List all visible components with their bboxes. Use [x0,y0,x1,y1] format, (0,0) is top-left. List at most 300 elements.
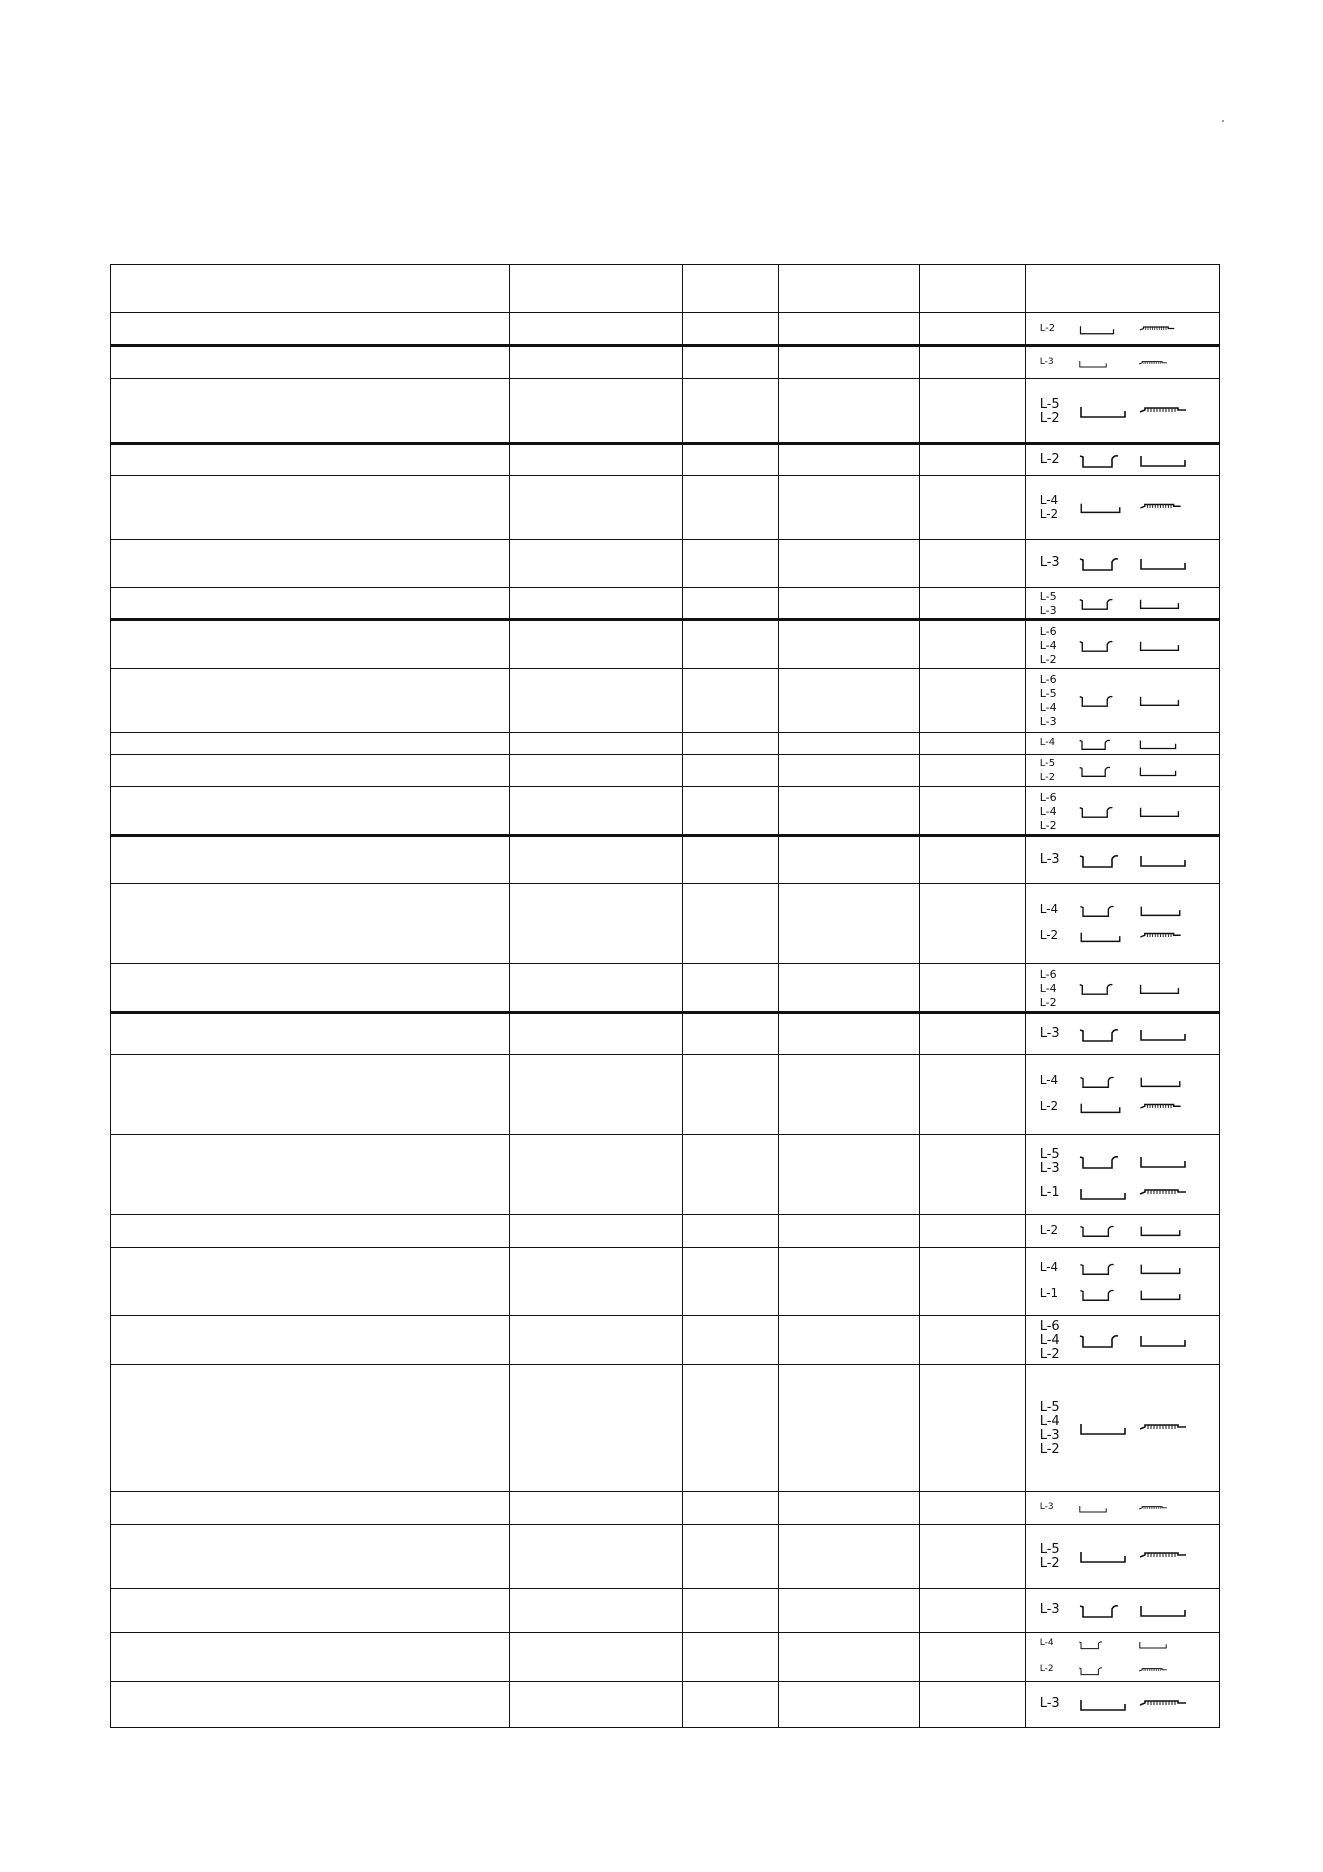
stray-dot [1222,120,1224,122]
step-profile-icon [1078,765,1118,778]
table-cell [509,1633,682,1682]
table-cell [682,755,779,787]
table-cell [509,444,682,476]
table-row [111,1682,1220,1728]
table-cell [111,540,510,588]
table-cell [920,444,1026,476]
table-cell [682,1589,779,1633]
table-row [111,1365,1220,1492]
flat-profile-icon [1138,1603,1188,1619]
level-label: L-4 [1039,1260,1059,1274]
table-cell [111,669,510,733]
table-cell [920,620,1026,669]
step-profile-icon [1078,1154,1128,1170]
level-label: L-6 [1039,967,1057,981]
flat-profile-icon [1138,597,1181,611]
profile-cell [1025,1525,1219,1589]
flat-profile-icon [1078,1697,1128,1713]
level-label: L-3 [1039,1696,1060,1711]
profile-cell [1025,755,1219,787]
table-cell [111,313,510,346]
level-label: L-4 [1039,1332,1060,1348]
table-cell [779,1492,920,1525]
step-profile-icon [1078,597,1121,611]
level-label: L-2 [1039,507,1059,521]
level-label: L-4 [1039,737,1056,748]
table-cell [779,755,920,787]
step-profile-icon [1078,639,1121,653]
table-cell [779,265,920,313]
table-cell [920,1633,1026,1682]
table-cell [779,476,920,540]
table-cell [682,1492,779,1525]
table-cell [111,836,510,884]
table-cell [920,884,1026,964]
profile-cell [1025,964,1219,1013]
table-cell [779,733,920,755]
table-cell [779,1589,920,1633]
level-label: L-3 [1039,1602,1060,1617]
table-cell [920,588,1026,620]
step-profile-icon [1078,1262,1123,1276]
table-cell [111,755,510,787]
level-label: L-5 [1039,1542,1060,1557]
table-cell [779,836,920,884]
profile-cell [1025,1013,1219,1055]
level-label: L-6 [1039,1318,1060,1334]
step-profile-icon [1078,1640,1108,1650]
table-cell [920,346,1026,379]
table-cell [682,620,779,669]
table-row [111,444,1220,476]
table-cell [920,1365,1026,1492]
table-cell [920,1248,1026,1316]
flat-profile-icon [1078,930,1123,944]
flat-profile-icon [1138,1224,1183,1238]
flat-profile-icon [1078,1186,1128,1202]
profile-cell [1025,476,1219,540]
flat-profile-icon [1078,324,1116,336]
flat-profile-icon [1138,639,1181,653]
table-cell [779,1013,920,1055]
profile-cell [1025,787,1219,836]
table-cell [682,444,779,476]
level-label: L-5 [1039,687,1057,700]
table-row [111,787,1220,836]
table-cell [779,444,920,476]
level-label: L-4 [1039,1637,1054,1648]
table-cell [111,476,510,540]
table-cell [920,836,1026,884]
table-cell [509,1055,682,1135]
rail-profile-icon [1138,1421,1188,1437]
table-cell [682,476,779,540]
rail-profile-icon [1138,1101,1183,1115]
table-row [111,1525,1220,1589]
table-cell [779,787,920,836]
level-label: L-6 [1039,790,1057,804]
profile-cell [1025,1633,1219,1682]
table-cell [779,1248,920,1316]
table-row [111,1013,1220,1055]
rail-profile-icon [1138,1666,1168,1676]
profile-cell [1025,1682,1219,1728]
level-label: L-4 [1039,493,1059,507]
table-cell [111,620,510,669]
level-label: L-5 [1039,758,1056,769]
table-cell [920,755,1026,787]
table-cell [509,964,682,1013]
table-cell [920,1013,1026,1055]
step-profile-icon [1078,738,1118,751]
rail-profile-icon [1138,1697,1188,1713]
level-label: L-2 [1039,772,1056,783]
flat-profile-icon [1078,1421,1128,1437]
table-cell [509,755,682,787]
table-cell [509,787,682,836]
table-cell [111,1492,510,1525]
rail-profile-icon [1138,359,1168,369]
table-cell [779,1365,920,1492]
table-cell [920,1589,1026,1633]
level-label: L-1 [1039,1286,1059,1300]
table-cell [682,588,779,620]
level-label: L-4 [1039,1073,1059,1087]
table-cell [682,1055,779,1135]
table-cell [509,733,682,755]
table-cell [920,1135,1026,1215]
table-row [111,313,1220,346]
table-cell [779,540,920,588]
table-cell [509,540,682,588]
level-label: L-3 [1039,1427,1060,1443]
profile-cell [1025,836,1219,884]
profile-cell [1025,444,1219,476]
level-label: L-2 [1039,1441,1060,1457]
table-row [111,1248,1220,1316]
table-row [111,588,1220,620]
table-cell [509,620,682,669]
flat-profile-icon [1138,853,1188,869]
table-cell [779,884,920,964]
flat-profile-icon [1138,556,1188,572]
table-cell [682,1248,779,1316]
profile-cell [1025,1215,1219,1248]
flat-profile-icon [1138,982,1181,996]
table-cell [779,1525,920,1589]
table-cell [509,379,682,444]
rail-profile-icon [1138,404,1188,420]
profile-cell [1025,540,1219,588]
table-cell [509,1525,682,1589]
table-cell [682,1525,779,1589]
table-cell [779,1135,920,1215]
level-label: L-3 [1039,1026,1060,1041]
table-row [111,265,1220,313]
table-cell [111,1135,510,1215]
table-cell [682,346,779,379]
profile-cell [1025,265,1219,313]
table-cell [779,669,920,733]
profile-cell [1025,1135,1219,1215]
profile-cell [1025,1248,1219,1316]
table-cell [509,1013,682,1055]
level-label: L-3 [1039,852,1060,867]
flat-profile-icon [1138,1262,1183,1276]
profile-cell [1025,1055,1219,1135]
table-row [111,964,1220,1013]
profile-cell [1025,620,1219,669]
table-cell [111,787,510,836]
table-row [111,476,1220,540]
table-cell [779,620,920,669]
level-label: L-6 [1039,624,1057,638]
profile-cell [1025,1316,1219,1365]
step-profile-icon [1078,982,1121,996]
flat-profile-icon [1138,1154,1188,1170]
step-profile-icon [1078,453,1128,469]
level-label: L-3 [1039,555,1060,570]
table-cell [779,379,920,444]
profile-cell [1025,588,1219,620]
table-cell [111,1525,510,1589]
table-cell [920,1055,1026,1135]
level-label: L-4 [1039,902,1059,916]
table-cell [509,1248,682,1316]
table-cell [509,1589,682,1633]
table-cell [920,1492,1026,1525]
table-cell [779,588,920,620]
table-cell [111,379,510,444]
level-label: L-4 [1039,804,1057,818]
flat-profile-icon [1138,1333,1188,1349]
table-cell [920,1682,1026,1728]
step-profile-icon [1078,805,1121,819]
step-profile-icon [1078,1666,1108,1676]
table-row [111,1215,1220,1248]
table-cell [920,1525,1026,1589]
table-cell [682,1215,779,1248]
level-label: L-3 [1039,715,1057,728]
flat-profile-icon [1138,1027,1188,1043]
level-label: L-2 [1039,1222,1059,1237]
table-cell [509,346,682,379]
level-label: L-2 [1039,1346,1060,1362]
table-cell [920,733,1026,755]
table-cell [920,540,1026,588]
table-cell [682,964,779,1013]
table-cell [509,1365,682,1492]
table-cell [509,265,682,313]
table-cell [111,588,510,620]
rail-profile-icon [1138,1186,1188,1202]
profile-cell [1025,1492,1219,1525]
table-cell [111,1589,510,1633]
table-row [111,755,1220,787]
table-cell [682,884,779,964]
flat-profile-icon [1138,738,1178,751]
table-row [111,379,1220,444]
table-cell [682,313,779,346]
rail-profile-icon [1138,324,1176,336]
table-cell [682,669,779,733]
level-label: L-3 [1039,1501,1054,1512]
table-cell [111,444,510,476]
table-cell [509,836,682,884]
table-cell [779,1055,920,1135]
table-row [111,540,1220,588]
table-cell [682,1633,779,1682]
table-cell [920,787,1026,836]
table-cell [509,884,682,964]
level-label: L-2 [1039,452,1060,467]
flat-profile-icon [1138,1075,1183,1089]
document-table [110,264,1220,1728]
table-cell [509,1215,682,1248]
table-cell [779,313,920,346]
flat-profile-icon [1078,1549,1128,1565]
table-cell [682,787,779,836]
level-label: L-3 [1039,356,1054,367]
level-label: L-5 [1039,590,1057,603]
table-cell [509,1135,682,1215]
level-label: L-3 [1039,604,1057,617]
table-cell [779,1633,920,1682]
table-cell [779,964,920,1013]
table-cell [509,1682,682,1728]
step-profile-icon [1078,1075,1123,1089]
flat-profile-icon [1138,765,1178,778]
step-profile-icon [1078,1603,1128,1619]
table-cell [111,1682,510,1728]
table-row [111,669,1220,733]
level-label: L-4 [1039,638,1057,652]
step-profile-icon [1078,1288,1123,1302]
table-cell [682,1316,779,1365]
table-cell [111,265,510,313]
step-profile-icon [1078,694,1121,708]
profile-cell [1025,313,1219,346]
profile-cell [1025,733,1219,755]
table-row [111,1135,1220,1215]
table-row [111,1055,1220,1135]
table-cell [682,1682,779,1728]
table-cell [920,1215,1026,1248]
table-cell [920,964,1026,1013]
profile-cell [1025,669,1219,733]
table-cell [111,346,510,379]
table-cell [682,379,779,444]
flat-profile-icon [1078,404,1128,420]
level-label: L-2 [1039,1663,1054,1674]
level-label: L-4 [1039,1413,1060,1429]
table-cell [509,1316,682,1365]
profile-cell [1025,1589,1219,1633]
flat-profile-icon [1078,359,1108,369]
flat-profile-icon [1138,805,1181,819]
table-row [111,1633,1220,1682]
table-cell [111,1248,510,1316]
table-row [111,346,1220,379]
flat-profile-icon [1138,1640,1168,1650]
table-row [111,733,1220,755]
profile-cell [1025,1365,1219,1492]
flat-profile-icon [1078,501,1123,515]
table-cell [682,265,779,313]
level-label: L-2 [1039,1099,1059,1113]
table-cell [111,1055,510,1135]
flat-profile-icon [1078,1101,1123,1115]
level-label: L-2 [1039,995,1057,1009]
step-profile-icon [1078,556,1128,572]
table-cell [682,1135,779,1215]
table-cell [920,476,1026,540]
table-cell [111,1365,510,1492]
level-label: L-1 [1039,1185,1060,1200]
level-label: L-3 [1039,1161,1060,1176]
table-cell [682,1013,779,1055]
table-cell [779,1215,920,1248]
table-cell [509,669,682,733]
step-profile-icon [1078,853,1128,869]
table-cell [111,733,510,755]
level-label: L-5 [1039,396,1060,412]
table-cell [111,1013,510,1055]
table-cell [682,1365,779,1492]
flat-profile-icon [1138,1288,1183,1302]
table-cell [779,346,920,379]
rail-profile-icon [1138,1504,1168,1514]
profile-cell [1025,884,1219,964]
table-cell [111,1633,510,1682]
table-cell [111,884,510,964]
level-label: L-4 [1039,981,1057,995]
step-profile-icon [1078,1333,1128,1349]
table-cell [111,1316,510,1365]
rail-profile-icon [1138,930,1183,944]
table-cell [682,540,779,588]
table-row [111,620,1220,669]
level-label: L-4 [1039,701,1057,714]
flat-profile-icon [1138,904,1183,918]
profile-cell [1025,379,1219,444]
level-label: L-2 [1039,818,1057,832]
table-cell [920,1316,1026,1365]
table-cell [682,836,779,884]
step-profile-icon [1078,1224,1123,1238]
step-profile-icon [1078,1027,1128,1043]
table-row [111,1492,1220,1525]
rail-profile-icon [1138,501,1183,515]
level-label: L-5 [1039,1147,1060,1162]
table-cell [509,313,682,346]
table-body [111,265,1220,1728]
level-label: L-6 [1039,673,1057,686]
rail-profile-icon [1138,1549,1188,1565]
table-cell [111,964,510,1013]
flat-profile-icon [1138,453,1188,469]
table-cell [920,669,1026,733]
table-cell [682,733,779,755]
level-label: L-2 [1039,322,1056,334]
table-cell [111,1215,510,1248]
level-label: L-2 [1039,410,1060,426]
table-cell [509,588,682,620]
profile-cell [1025,346,1219,379]
table-cell [509,476,682,540]
level-label: L-2 [1039,1556,1060,1571]
table-cell [920,265,1026,313]
